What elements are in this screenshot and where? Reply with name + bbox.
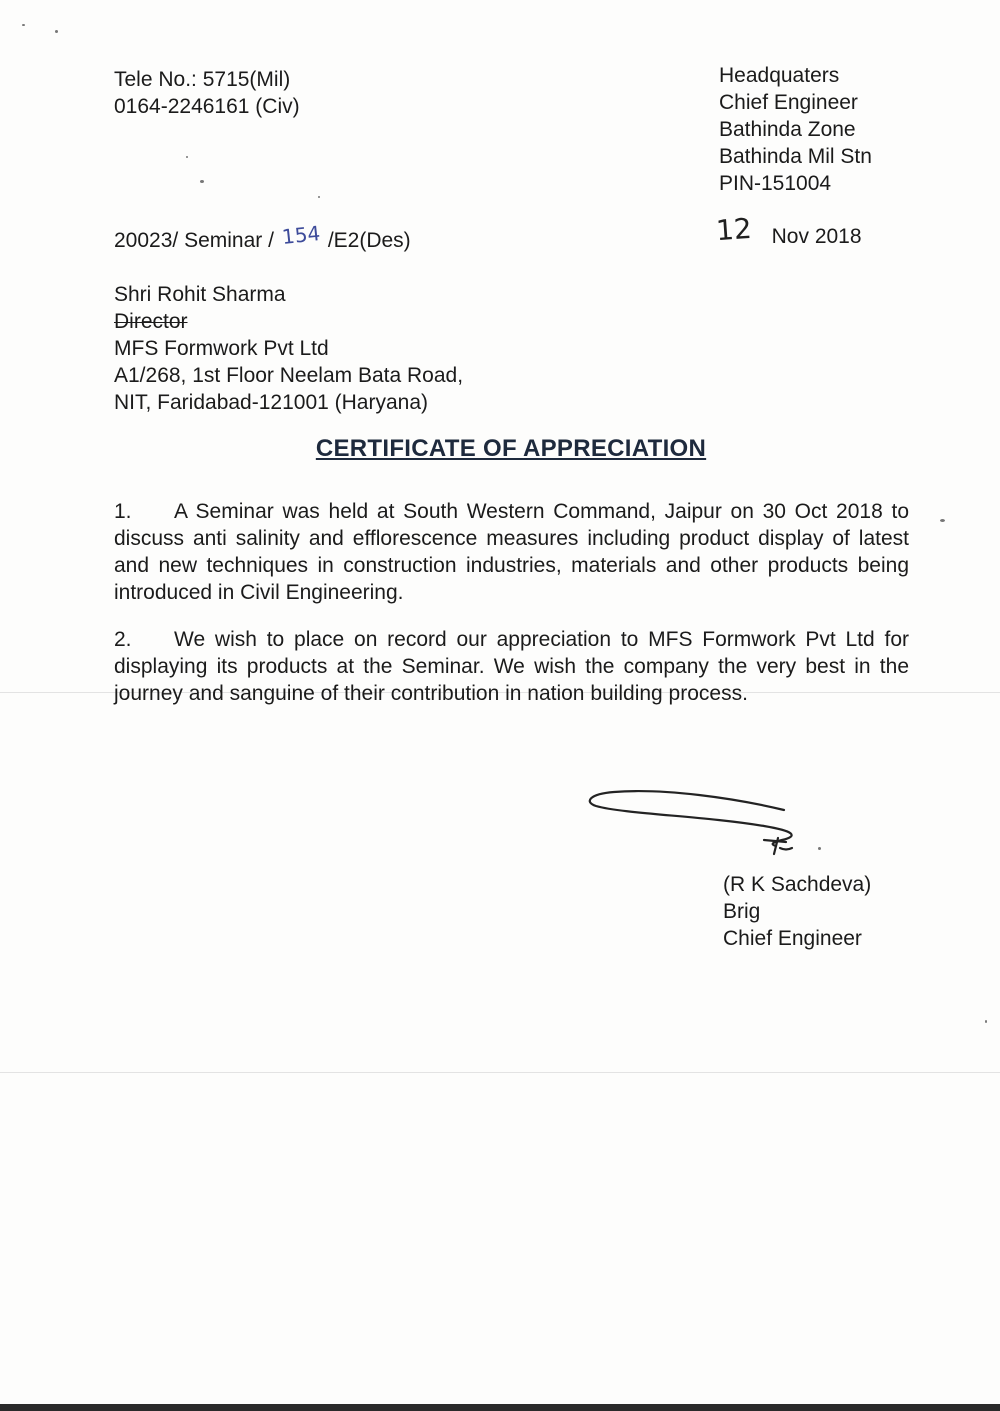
- paragraph-text: A Seminar was held at South Western Command, Jaipur on 30 Oct 2018 to discuss anti salinity and efflorescence measures including product display of latest and new techniques in construction industries, materials and other products being introduced in Civil Engineering.: [114, 500, 909, 604]
- scan-speck: [22, 24, 25, 26]
- signature-mark: [584, 778, 824, 858]
- scan-speck: [200, 180, 204, 183]
- hq-line: Chief Engineer: [719, 91, 858, 114]
- addressee-address-line: NIT, Faridabad-121001 (Haryana): [114, 391, 428, 414]
- paper-fold-line: [0, 1072, 1000, 1073]
- civ-number: 0164-2246161 (Civ): [114, 95, 300, 118]
- signatory-designation: Chief Engineer: [723, 927, 862, 950]
- reference-prefix: 20023/ Seminar /: [114, 229, 274, 252]
- scan-speck: [985, 1020, 987, 1023]
- scan-bottom-edge: [0, 1404, 1000, 1411]
- paragraph-number: 2.: [114, 628, 132, 651]
- scan-speck: [318, 196, 320, 198]
- signatory-rank: Brig: [723, 900, 761, 923]
- tele-number: Tele No.: 5715(Mil): [114, 68, 291, 91]
- scan-speck: [55, 30, 58, 33]
- paragraph-number: 1.: [114, 500, 132, 523]
- paragraph-1: [114, 498, 909, 606]
- certificate-title: CERTIFICATE OF APPRECIATION: [315, 435, 707, 462]
- hq-pin: PIN-151004: [719, 172, 832, 195]
- hq-line: Bathinda Mil Stn: [719, 145, 872, 168]
- addressee-block: [114, 281, 463, 416]
- contact-numbers: [114, 66, 300, 120]
- hq-line: Bathinda Zone: [719, 118, 856, 141]
- signatory-name: (R K Sachdeva): [723, 873, 872, 896]
- paragraph-2: [114, 626, 909, 707]
- handwritten-day: 12: [714, 211, 753, 248]
- hq-line: Headquaters: [719, 64, 840, 87]
- headquarters-address: [719, 62, 872, 197]
- scan-speck: [940, 519, 945, 522]
- addressee-designation: Director: [114, 310, 188, 333]
- handwritten-reference: 154: [280, 221, 322, 249]
- addressee-name: Shri Rohit Sharma: [114, 283, 286, 306]
- letter-date: [714, 211, 862, 248]
- addressee-address-line: A1/268, 1st Floor Neelam Bata Road,: [114, 364, 464, 387]
- signatory-block: [723, 871, 871, 952]
- addressee-company: MFS Formwork Pvt Ltd: [114, 337, 329, 360]
- date-month-year: Nov 2018: [771, 225, 862, 248]
- reference-suffix: /E2(Des): [327, 229, 411, 252]
- paragraph-text: We wish to place on record our appreciation to MFS Formwork Pvt Ltd for displaying its products at the Seminar. We wish the company the very best in the journey and sanguine of their contribution in nation building process.: [114, 628, 909, 705]
- reference-number: [114, 221, 411, 254]
- scan-speck: [186, 156, 188, 158]
